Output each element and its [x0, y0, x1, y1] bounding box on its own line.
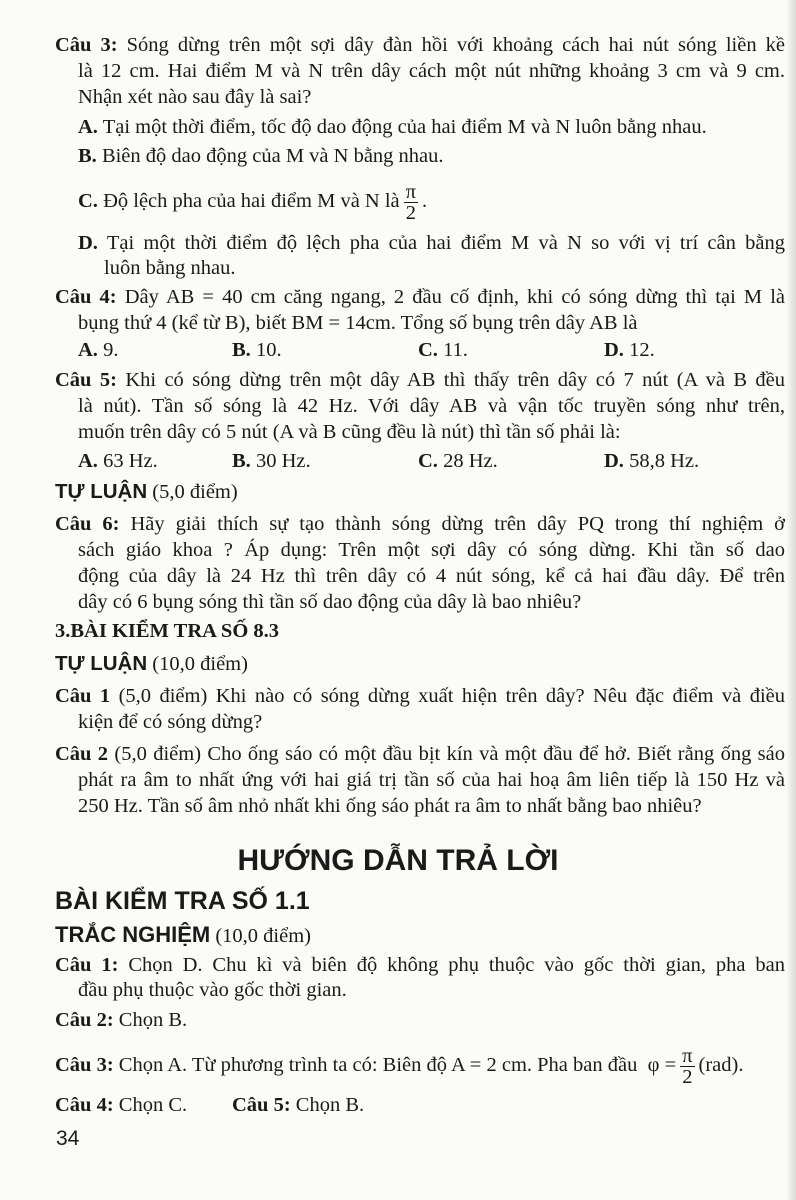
page-edge-shadow	[786, 0, 796, 1200]
option: D. 58,8 Hz.	[604, 450, 700, 472]
q5-line: muốn trên dây có 5 nút (A và B cũng đều là nút) thì tần số phải là:	[78, 421, 621, 443]
phi: φ =	[647, 1054, 677, 1077]
q3-option-b	[78, 144, 444, 168]
q3-option-d	[78, 231, 785, 255]
answer-2	[55, 1008, 187, 1032]
q-label: Câu 2	[55, 743, 109, 765]
option: D. 12.	[604, 339, 655, 361]
option-key: D.	[78, 232, 98, 254]
q-text: (5,0 điểm) Cho ống sáo có một đầu bịt kín và một đầu để hở. Biết rằng ống sáo	[114, 743, 785, 765]
tuluan-heading	[55, 480, 238, 504]
heading-title: TỰ LUẬN	[55, 652, 148, 675]
q5-text: Khi có sóng dừng trên một dây AB thì thấy trên dây có 7 nút (A và B đều	[125, 369, 785, 391]
answer-label: Câu 2:	[55, 1009, 114, 1031]
q6-text: Hãy giải thích sự tạo thành sóng dừng trên dây PQ trong thí nghiệm ở	[130, 513, 785, 535]
q3-text: Sóng dừng trên một sợi dây đàn hồi với khoảng cách hai nút sóng liền kề	[126, 34, 785, 56]
denominator: 2	[682, 1066, 693, 1088]
heading-score: (5,0 điểm)	[152, 481, 238, 503]
answer-1-cont: đầu phụ thuộc vào gốc thời gian.	[78, 979, 347, 1001]
q4-line	[55, 285, 785, 309]
test-title: BÀI KIỂM TRA SỐ 1.1	[55, 887, 310, 915]
option-key: A.	[78, 116, 98, 138]
option-text: Tại một thời điểm độ lệch pha của hai điểm M và N so với vị trí cân bằng	[106, 232, 785, 254]
answer-text: Chọn B.	[118, 1009, 188, 1031]
q6-label: Câu 6:	[55, 513, 120, 535]
option-text: Độ lệch pha của hai điểm M và N là	[103, 190, 400, 213]
heading-score: (10,0 điểm)	[215, 925, 311, 947]
q6-line: động của dây là 24 Hz thì trên dây có 4 nút sóng, kể cả hai đầu dây. Để trên	[78, 565, 785, 587]
answer-1	[55, 953, 785, 977]
answer-4	[55, 1093, 187, 1117]
option: A. 63 Hz.	[78, 450, 158, 472]
answer-label: Câu 1:	[55, 954, 119, 976]
option: C. 28 Hz.	[418, 450, 498, 472]
tuluan-heading	[55, 652, 248, 676]
option: B. 10.	[232, 339, 282, 361]
numerator: π	[405, 181, 417, 203]
q5-line	[55, 368, 785, 392]
s83-q2-line	[55, 742, 785, 766]
q3-line	[55, 33, 785, 57]
punct: .	[422, 190, 428, 213]
answer-text: Chọn D. Chu kì và biên độ không phụ thuộc vào gốc thời gian, pha ban	[128, 954, 785, 976]
s83-q1-line	[55, 684, 785, 708]
q5-label: Câu 5:	[55, 369, 117, 391]
option: A. 9.	[78, 339, 119, 361]
q4-text: Dây AB = 40 cm căng ngang, 2 đầu cố định, khi có sóng dừng thì tại M là	[124, 286, 785, 308]
option-text: Biên độ dao động của M và N bằng nhau.	[101, 145, 444, 167]
heading-title: TRẮC NGHIỆM	[55, 922, 211, 947]
q3-line: Nhận xét nào sau đây là sai?	[78, 86, 312, 108]
q4-line: bụng thứ 4 (kể từ B), biết BM = 14cm. Tổng số bụng trên dây AB là	[78, 312, 638, 334]
q5-line: là nút). Tần số sóng là 42 Hz. Với dây AB và vận tốc truyền sóng như trên,	[78, 395, 785, 417]
numerator: π	[682, 1045, 693, 1067]
option-key: B.	[78, 145, 97, 167]
q-text: (5,0 điểm) Khi nào có sóng dừng xuất hiện trên dây? Nêu đặc điểm và điều	[118, 685, 785, 707]
heading-score: (10,0 điểm)	[152, 653, 248, 675]
s83-q1-line: kiện để có sóng dừng?	[78, 711, 263, 733]
q6-line	[55, 512, 785, 536]
option-key: C.	[78, 190, 98, 213]
answer-5	[232, 1093, 364, 1117]
s83-q2-line: 250 Hz. Tần số âm nhỏ nhất khi ống sáo phát ra âm to nhất bằng bao nhiêu?	[78, 795, 702, 817]
q3-line: là 12 cm. Hai điểm M và N trên dây cách một nút những khoảng 3 cm và 9 cm.	[78, 60, 785, 82]
q3-option-c	[78, 182, 427, 223]
answer-label: Câu 3:	[55, 1054, 114, 1077]
fraction	[680, 1046, 694, 1087]
q-label: Câu 1	[55, 685, 111, 707]
fraction	[404, 182, 418, 223]
option: C. 11.	[418, 339, 468, 361]
q3-option-a	[78, 115, 707, 139]
answer-label: Câu 5:	[232, 1094, 291, 1116]
option-text: Tại một thời điểm, tốc độ dao động của hai điểm M và N luôn bằng nhau.	[102, 116, 707, 138]
answers-heading: HƯỚNG DẪN TRẢ LỜI	[237, 844, 559, 877]
heading-title: TỰ LUẬN	[55, 480, 148, 503]
q6-line: dây có 6 bụng sóng thì tần số dao động của dây là bao nhiêu?	[78, 591, 582, 613]
answer-text: Chọn C.	[118, 1094, 188, 1116]
q3-option-d-cont: luôn bằng nhau.	[104, 257, 236, 279]
q3-label: Câu 3:	[55, 34, 118, 56]
s83-q2-line: phát ra âm to nhất ứng với hai giá trị tần số của hai hoạ âm liên tiếp là 150 Hz và	[78, 769, 785, 791]
q4-label: Câu 4:	[55, 286, 117, 308]
option: B. 30 Hz.	[232, 450, 311, 472]
section-title: 3.BÀI KIỂM TRA SỐ 8.3	[55, 620, 280, 642]
q6-line: sách giáo khoa ? Áp dụng: Trên một sợi dây có sóng dừng. Khi tần số dao	[78, 539, 785, 561]
tracnghiem-heading	[55, 923, 311, 948]
unit: (rad).	[698, 1054, 744, 1077]
page-number: 34	[56, 1127, 80, 1150]
answer-3	[55, 1046, 785, 1087]
answer-label: Câu 4:	[55, 1094, 114, 1116]
denominator: 2	[405, 202, 416, 224]
answer-text: Chọn A. Từ phương trình ta có: Biên độ A = 2 cm. Pha ban đầu	[118, 1054, 638, 1077]
answer-text: Chọn B.	[295, 1094, 365, 1116]
